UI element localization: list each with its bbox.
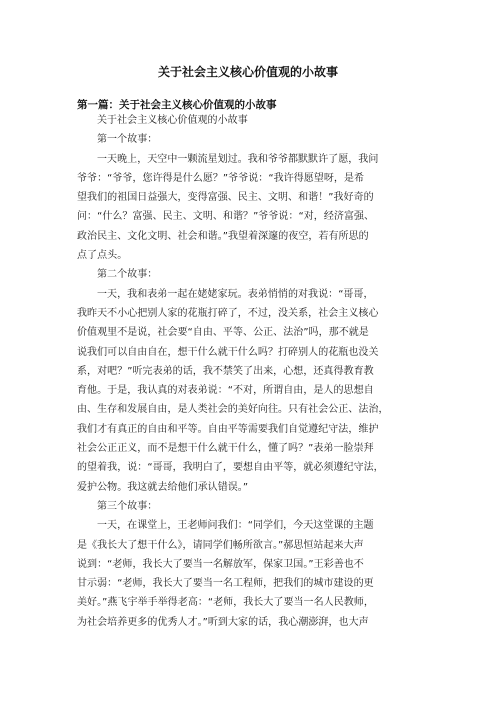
text-line: 一天，在课堂上，王老师问我们：“同学们，今天这堂课的主题 bbox=[97, 520, 374, 532]
text-line: 第二个故事： bbox=[97, 269, 158, 281]
text-line: 点了点头。 bbox=[77, 250, 128, 262]
text-line: 政治民主、文化文明、社会和谐。”我望着深邃的夜空，若有所思的 bbox=[77, 230, 369, 242]
text-line: 一天，我和表弟一起在姥姥家玩。表弟悄悄的对我说：“哥哥， bbox=[97, 288, 374, 300]
text-line: 系，对吧？”听完表弟的话，我不禁笑了出来，心想，还真得教育教 bbox=[77, 365, 374, 377]
text-line: 由、生存和发展自由，是人类社会的美好向往。只有社会公正、法治， bbox=[77, 404, 389, 416]
text-line: 是《我长大了想干什么》，请同学们畅所欲言。”郝思恒站起来大声 bbox=[77, 539, 364, 551]
text-line: 我们才有真正的自由和平等。自由平等需要我们自觉遵纪守法，维护 bbox=[77, 423, 379, 435]
text-line: 爱护公物。我这就去给他们承认错误。” bbox=[77, 481, 249, 493]
text-line: 爷爷：“爷爷，您许得是什么愿？”爷爷说：“我许得愿望呀，是希 bbox=[77, 172, 365, 184]
text-line: 价值观里不是说，社会要“自由、平等、公正、法治”吗，那不就是 bbox=[77, 327, 369, 339]
text-line: 育他。于是，我认真的对表弟说：“不对，所谓自由，是人的思想自 bbox=[77, 385, 374, 397]
text-line: 说我们可以自由自在，想干什么就干什么吗？打碎别人的花瓶也没关 bbox=[77, 346, 379, 358]
text-line: 第三个故事： bbox=[97, 500, 158, 512]
text-line: 问：“什么？富强、民主、文明、和谐？”爷爷说：“对，经济富强、 bbox=[77, 211, 375, 223]
section-heading: 第一篇：关于社会主义核心价值观的小故事 bbox=[77, 99, 277, 111]
text-line: 关于社会主义核心价值观的小故事 bbox=[97, 115, 248, 126]
text-line: 甘示弱：“老师，我长大了要当一名工程师，把我们的城市建设的更 bbox=[77, 578, 374, 590]
text-line: 美好。”燕飞宇举手举得老高：“老师，我长大了要当一名人民教师， bbox=[77, 597, 374, 609]
text-line: 第一个故事： bbox=[97, 134, 158, 146]
text-line: 的望着我，说：“哥哥，我明白了，要想自由平等，就必须遵纪守法， bbox=[77, 462, 384, 474]
text-line: 望我们的祖国日益强大，变得富强、民主、文明、和谐！”我好奇的 bbox=[77, 192, 374, 204]
text-line: 我昨天不小心把别人家的花瓶打碎了，不过，没关系，社会主义核心 bbox=[77, 307, 379, 319]
text-line: 为社会培养更多的优秀人才。”听到大家的话，我心潮澎湃，也大声 bbox=[77, 616, 369, 628]
text-line: 一天晚上，天空中一颗流星划过。我和爷爷都默默许了愿，我问 bbox=[97, 153, 379, 165]
text-line: 社会公正正义，而不是想干什么就干什么，懂了吗？”表弟一脸崇拜 bbox=[77, 443, 374, 455]
body-text bbox=[77, 111, 422, 632]
document-title: 关于社会主义核心价值观的小故事 bbox=[157, 65, 338, 79]
text-line: 说到：“老师，我长大了要当一名解放军，保家卫国。”王彩善也不 bbox=[77, 558, 364, 570]
